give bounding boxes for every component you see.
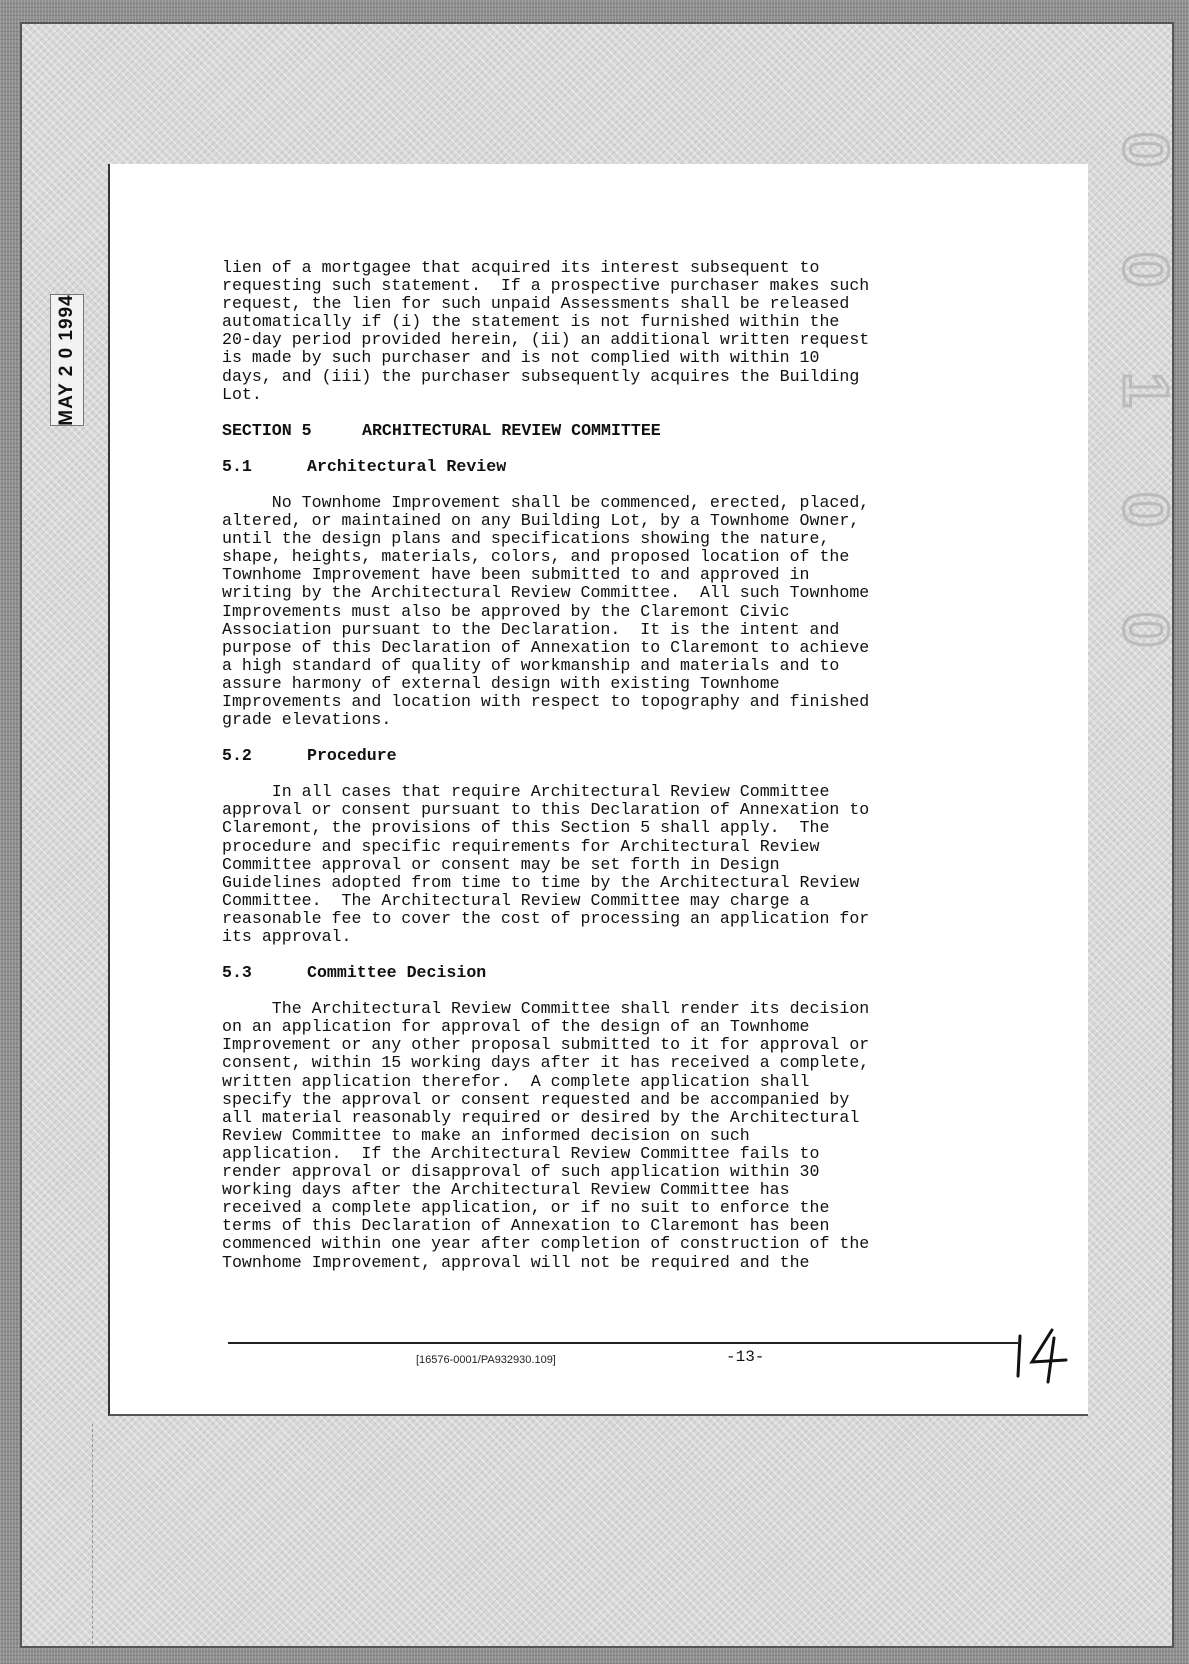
text-line: 20-day period provided herein, (ii) an additional written request [222,330,870,350]
document-body [222,259,1002,1272]
text-line: Committee. The Architectural Review Committee may charge a [222,890,810,910]
text-line: procedure and specific requirements for Architectural Review [222,836,820,856]
text-line: requesting such statement. If a prospective purchaser makes such [222,276,870,296]
page-number: -13- [726,1348,765,1366]
text-line: Claremont, the provisions of this Section 5 shall apply. The [222,818,830,838]
text-line: assure harmony of external design with existing Townhome [222,673,780,693]
document-page [108,164,1088,1416]
subsection-heading [222,747,1002,765]
text-line: Improvements and location with respect to topography and finished [222,691,870,711]
text-line: No Townhome Improvement shall be commenced, erected, placed, [222,492,870,512]
text-line: specify the approval or consent requested and be accompanied by [222,1089,850,1109]
text-line: Townhome Improvement, approval will not be required and the [222,1252,810,1272]
text-line: Guidelines adopted from time to time by the Architectural Review [222,872,860,892]
handwritten-page-number [1010,1324,1080,1384]
text-line: Improvements must also be approved by the Claremont Civic [222,601,790,621]
margin-digit: 0 [1110,132,1182,168]
text-line: days, and (iii) the purchaser subsequently acquires the Building [222,366,860,386]
text-line: Association pursuant to the Declaration. It is the intent and [222,619,840,639]
text-line: automatically if (i) the statement is not furnished within the [222,312,840,332]
scan-lower-margin [92,1424,1083,1644]
text-line: its approval. [222,927,352,946]
margin-digit: 1 [1110,372,1182,408]
subsection-paragraph [222,783,1002,946]
text-line: all material reasonably required or desired by the Architectural [222,1107,860,1127]
margin-digit: 0 [1110,492,1182,528]
date-stamp [50,294,84,426]
text-line: Lot. [222,384,262,404]
section-title: ARCHITECTURAL REVIEW COMMITTEE [362,420,661,440]
text-line: is made by such purchaser and is not complied with within 10 [222,348,820,368]
subsection-title: Architectural Review [307,456,507,476]
text-line: grade elevations. [222,710,392,730]
margin-digit: 0 [1110,252,1182,288]
text-line: on an application for approval of the design of an Townhome [222,1017,810,1037]
text-line: purpose of this Declaration of Annexation to Claremont to achieve [222,637,870,657]
text-line: Committee approval or consent may be set forth in Design [222,854,780,874]
margin-stamp-digits [1110,104,1182,724]
subsection-title: Committee Decision [307,963,487,983]
section-heading [222,422,1002,440]
text-line: render approval or disapproval of such application within 30 [222,1162,820,1182]
text-line: The Architectural Review Committee shall render its decision [222,999,870,1019]
text-line: consent, within 15 working days after it has received a complete, [222,1053,870,1073]
subsection-heading [222,964,1002,982]
text-line: lien of a mortgagee that acquired its interest subsequent to [222,258,820,277]
subsection-heading [222,458,1002,476]
text-line: writing by the Architectural Review Committee. All such Townhome [222,583,870,603]
text-line: written application therefor. A complete application shall [222,1071,810,1091]
margin-digit: 0 [1110,612,1182,648]
text-line: commenced within one year after completion of construction of the [222,1234,870,1254]
subsection-number: 5.3 [222,963,252,983]
subsection-title: Procedure [307,746,397,766]
footer-rule [228,1342,1018,1344]
subsection-number: 5.2 [222,746,252,766]
text-line: reasonable fee to cover the cost of processing an application for [222,908,870,928]
text-line: Improvement or any other proposal submitted to it for approval or [222,1035,870,1055]
date-stamp-text: MAY 2 0 1994 [56,294,77,426]
subsection-number: 5.1 [222,456,252,476]
subsection-paragraph [222,1000,1002,1271]
text-line: In all cases that require Architectural Review Committee [222,782,830,802]
text-line: received a complete application, or if no suit to enforce the [222,1198,830,1218]
footer-reference: [16576-0001/PA932930.109] [416,1354,556,1366]
text-line: Review Committee to make an informed decision on such [222,1125,750,1145]
text-line: terms of this Declaration of Annexation to Claremont has been [222,1216,830,1236]
text-line: request, the lien for such unpaid Assessments shall be released [222,294,850,314]
text-line: approval or consent pursuant to this Declaration of Annexation to [222,800,870,820]
text-line: until the design plans and specifications showing the nature, [222,529,830,549]
text-line: Townhome Improvement have been submitted to and approved in [222,565,810,585]
text-line: application. If the Architectural Review Committee fails to [222,1143,820,1163]
subsection-paragraph [222,494,1002,729]
opening-paragraph [222,259,1002,404]
text-line: altered, or maintained on any Building Lot, by a Townhome Owner, [222,511,860,531]
text-line: a high standard of quality of workmanship and materials and to [222,655,840,675]
scanned-sheet [20,22,1182,1648]
text-line: shape, heights, materials, colors, and proposed location of the [222,547,850,567]
section-number: SECTION 5 [222,420,312,440]
text-line: working days after the Architectural Review Committee has [222,1180,790,1200]
